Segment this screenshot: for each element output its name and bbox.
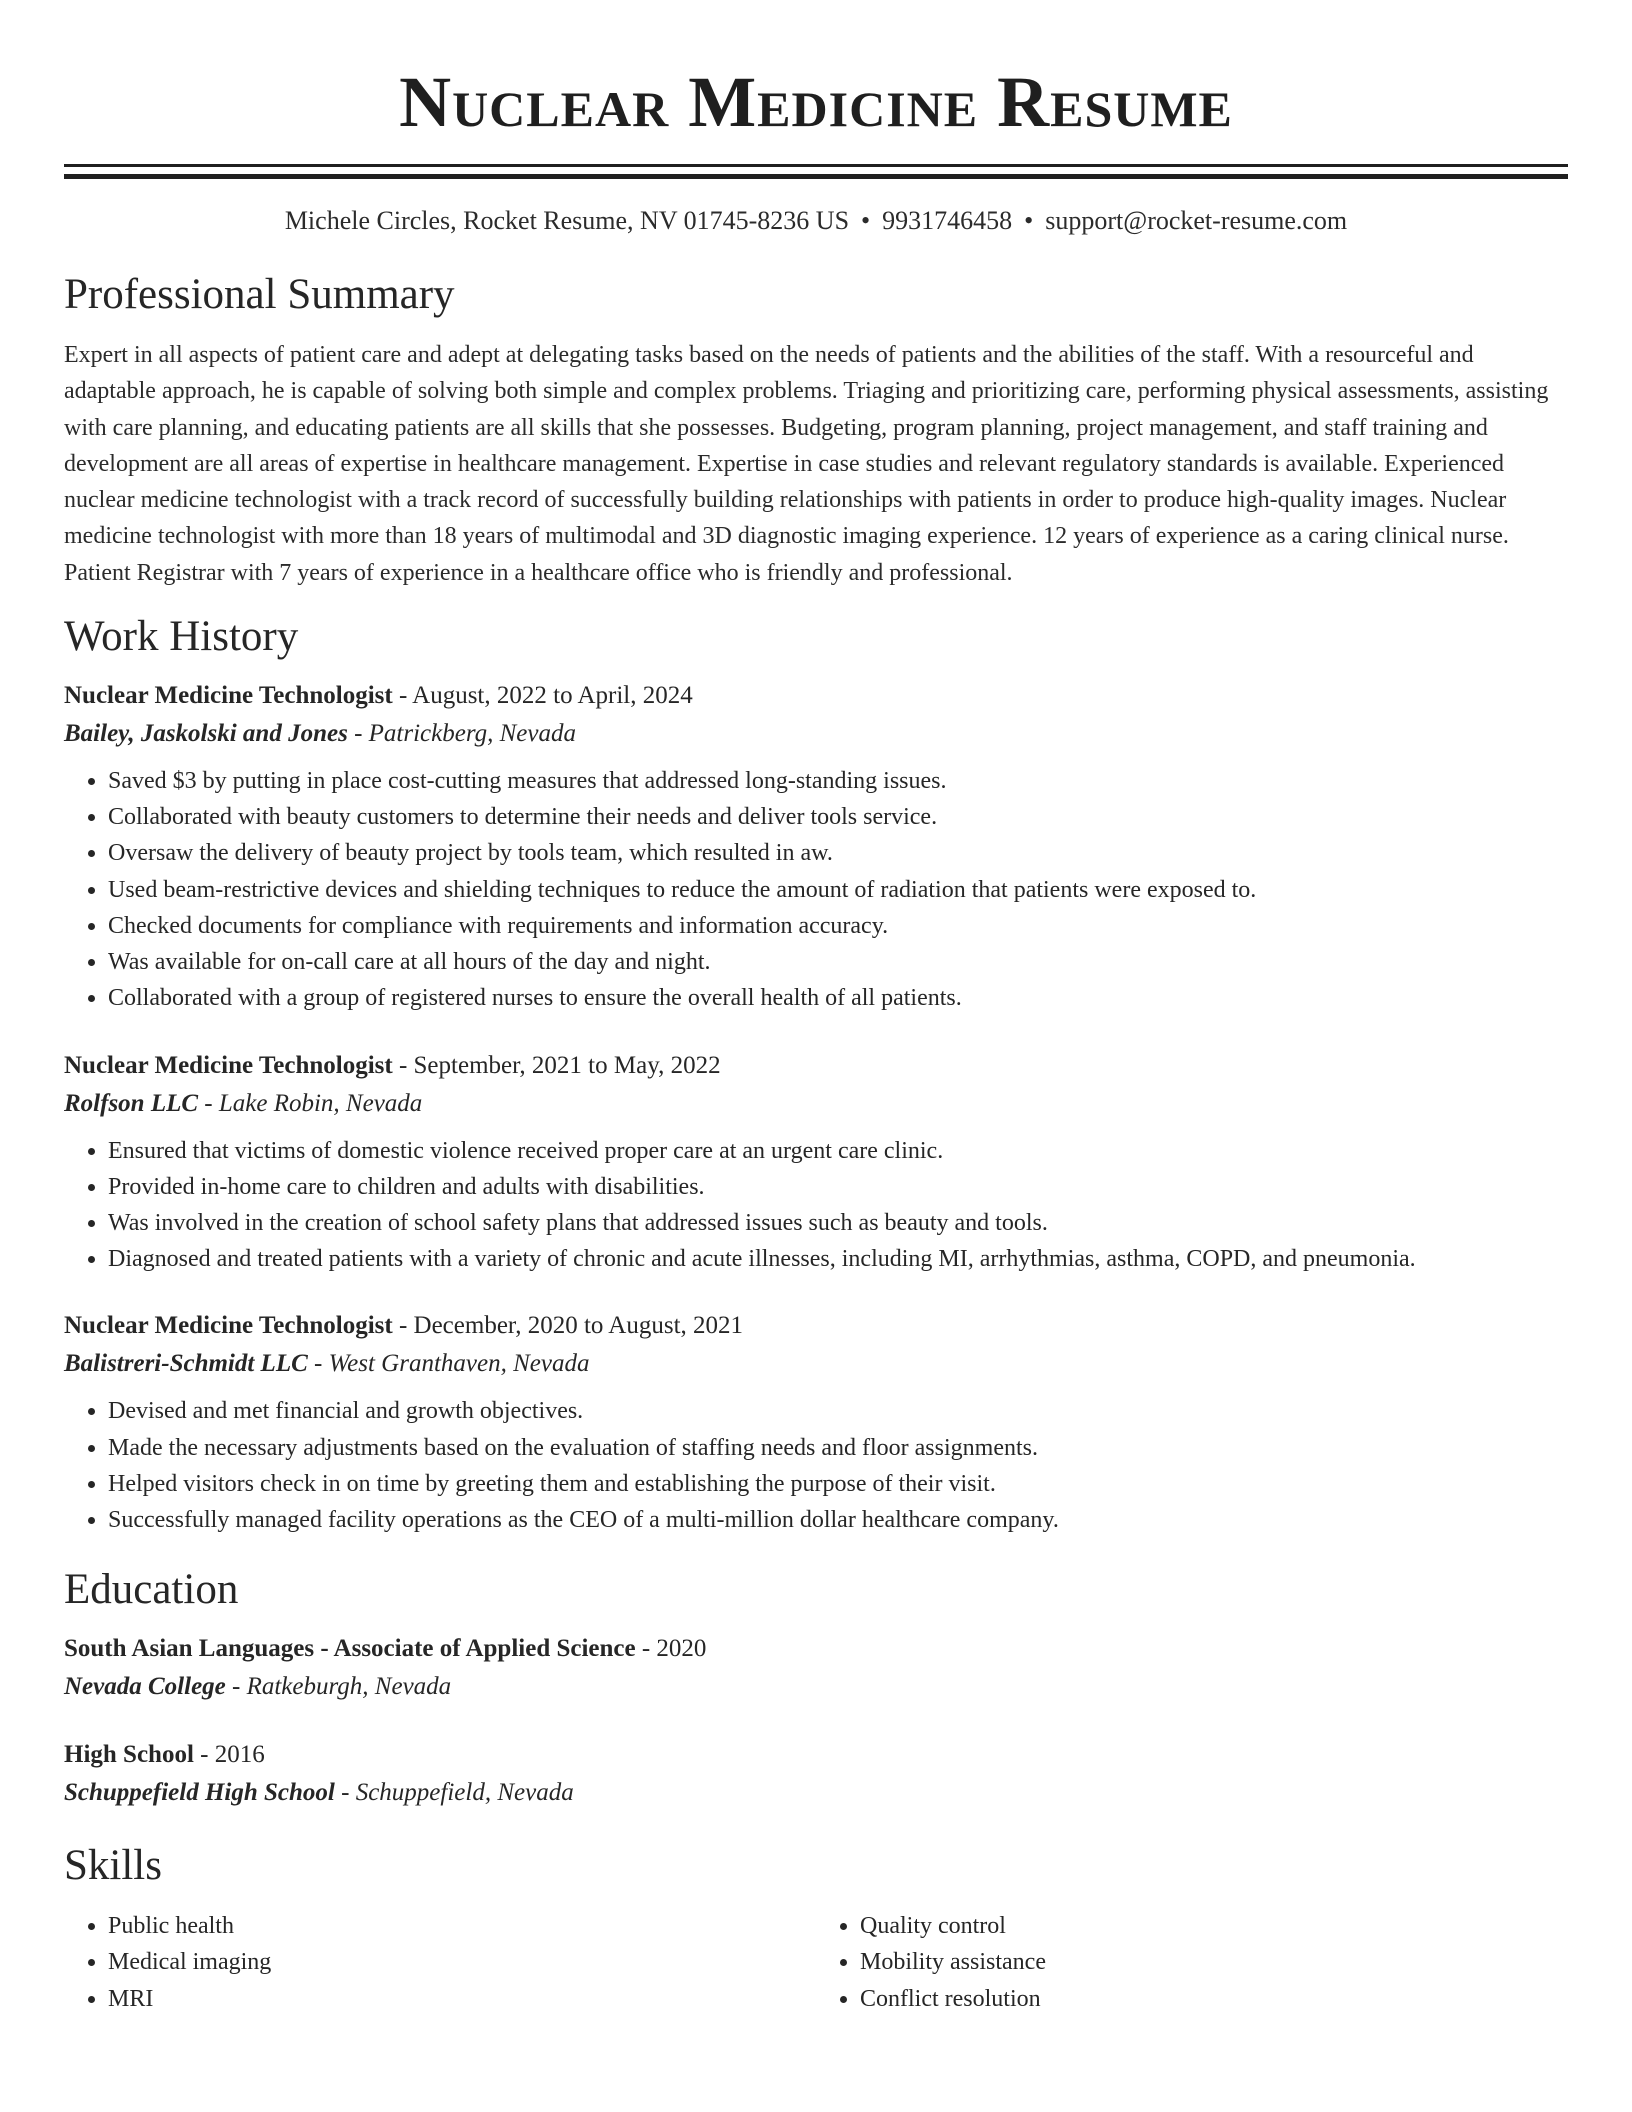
job-dates: - September, 2021 to May, 2022 [392,1051,721,1079]
job-bullet: • Collaborated with beauty customers to determine their needs and deliver tools service. [108,799,1568,835]
skills-heading: Skills [64,1842,162,1890]
skills-left-column [64,1908,816,2017]
job-dates: - December, 2020 to August, 2021 [392,1312,744,1340]
job-title: Nuclear Medicine Technologist [64,1051,393,1079]
education-location: - Schuppefield, Nevada [334,1779,574,1807]
contact-address: Michele Circles, Rocket Resume, NV 01745-8236 US [284,206,850,235]
education-year: - 2020 [635,1635,707,1663]
education-entry [64,1632,1568,1704]
job-title-line [64,1049,1568,1083]
job-bullet: • Used beam-restrictive devices and shielding techniques to reduce the amount of radiation that patients were exposed to. [108,872,1568,908]
job-bullet: • Helped visitors check in on time by greeting them and establishing the purpose of their visit. [108,1466,1568,1502]
skill-item: • MRI [108,1981,816,2017]
job-bullets [64,1393,1568,1538]
education-entry [64,1738,1568,1810]
job-company: Balistreri-Schmidt LLC [64,1350,308,1378]
job-bullets [64,763,1568,1016]
job-company: Rolfson LLC [64,1089,199,1117]
job-company-line [64,1087,1568,1121]
job-company-line [64,1347,1568,1381]
contact-line [64,205,1568,237]
education-degree-line [64,1738,1568,1772]
job-bullet: • Was available for on-call care at all hours of the day and night. [108,944,1568,980]
job-bullet: • Was involved in the creation of school safety plans that addressed issues such as beauty and tools. [108,1205,1568,1241]
job-bullet: • Oversaw the delivery of beauty project by tools team, which resulted in aw. [108,835,1568,871]
contact-phone: 9931746458 [882,206,1013,235]
contact-separator: • [1024,206,1034,235]
job-company: Bailey, Jaskolski and Jones [64,720,348,748]
summary-heading: Professional Summary [64,271,455,318]
job-bullet: • Successfully managed facility operations as the CEO of a multi-million dollar healthcare company. [108,1502,1568,1538]
job-bullet: • Made the necessary adjustments based on the evaluation of staffing needs and floor assignments. [108,1430,1568,1466]
job-location: - Patrickberg, Nevada [347,720,577,748]
job-bullets [64,1133,1568,1278]
job-bullet: • Provided in-home care to children and adults with disabilities. [108,1169,1568,1205]
job-dates: - August, 2022 to April, 2024 [392,682,693,710]
job-title: Nuclear Medicine Technologist [64,1312,393,1340]
work-history-heading: Work History [64,613,299,661]
job-bullet: • Checked documents for compliance with requirements and information accuracy. [108,908,1568,944]
job-entry [64,679,1568,1016]
education-school-line [64,1776,1568,1810]
education-year: - 2016 [193,1741,265,1769]
job-bullet: • Diagnosed and treated patients with a variety of chronic and acute illnesses, including MI, arrhythmias, asthma, COPD, and pneumonia. [108,1241,1568,1277]
education-school: Schuppefield High School [64,1779,335,1807]
education-school: Nevada College [64,1673,226,1701]
skills-right-column [816,1908,1568,2017]
title-divider-bottom [64,174,1568,179]
job-title-line [64,1309,1568,1343]
job-bullet: • Devised and met financial and growth objectives. [108,1393,1568,1429]
skill-item: • Mobility assistance [860,1944,1568,1980]
job-title-line [64,679,1568,713]
skill-item: • Quality control [860,1908,1568,1944]
contact-email: support@rocket-resume.com [1045,206,1348,235]
resume-title: Nuclear Medicine Resume [399,62,1233,142]
job-company-line [64,717,1568,751]
job-location: - Lake Robin, Nevada [198,1089,423,1117]
resume-page [64,0,1568,2017]
title-divider-top [64,164,1568,167]
contact-separator: • [861,206,871,235]
job-bullet: • Ensured that victims of domestic violence received proper care at an urgent care clinic. [108,1133,1568,1169]
education-location: - Ratkeburgh, Nevada [225,1673,452,1701]
education-degree-line [64,1632,1568,1666]
job-entry [64,1049,1568,1278]
job-title: Nuclear Medicine Technologist [64,682,393,710]
job-location: - West Granthaven, Nevada [307,1350,590,1378]
skill-item: • Medical imaging [108,1944,816,1980]
skills-columns [64,1908,1568,2017]
summary-text: Expert in all aspects of patient care and adept at delegating tasks based on the needs of patients and the abilities of the staff. With a resourceful and adaptable approach, he is capable of solving both simple and complex problems. Triaging and prioritizing care, performing physical assessments, assisting with care planning, and educating patients are all skills that she possesses. Budgeting, program planning, project management, and staff training and development are all areas of expertise in healthcare management. Expertise in case studies and relevant regulatory standards is available. Experienced nuclear medicine technologist with a track record of successfully building relationships with patients in order to produce high-quality images. Nuclear medicine technologist with more than 18 years of multimodal and 3D diagnostic imaging experience. 12 years of experience as a caring clinical nurse. Patient Registrar with 7 years of experience in a healthcare office who is friendly and professional. [64,342,1549,586]
education-heading: Education [64,1566,239,1614]
education-school-line [64,1670,1568,1704]
skill-item: • Conflict resolution [860,1981,1568,2017]
job-bullet: • Saved $3 by putting in place cost-cutting measures that addressed long-standing issues. [108,763,1568,799]
job-entry [64,1309,1568,1538]
skill-item: • Public health [108,1908,816,1944]
education-degree: High School [64,1741,194,1769]
education-degree: South Asian Languages - Associate of Applied Science [64,1635,636,1663]
job-bullet: • Collaborated with a group of registered nurses to ensure the overall health of all patients. [108,980,1568,1016]
